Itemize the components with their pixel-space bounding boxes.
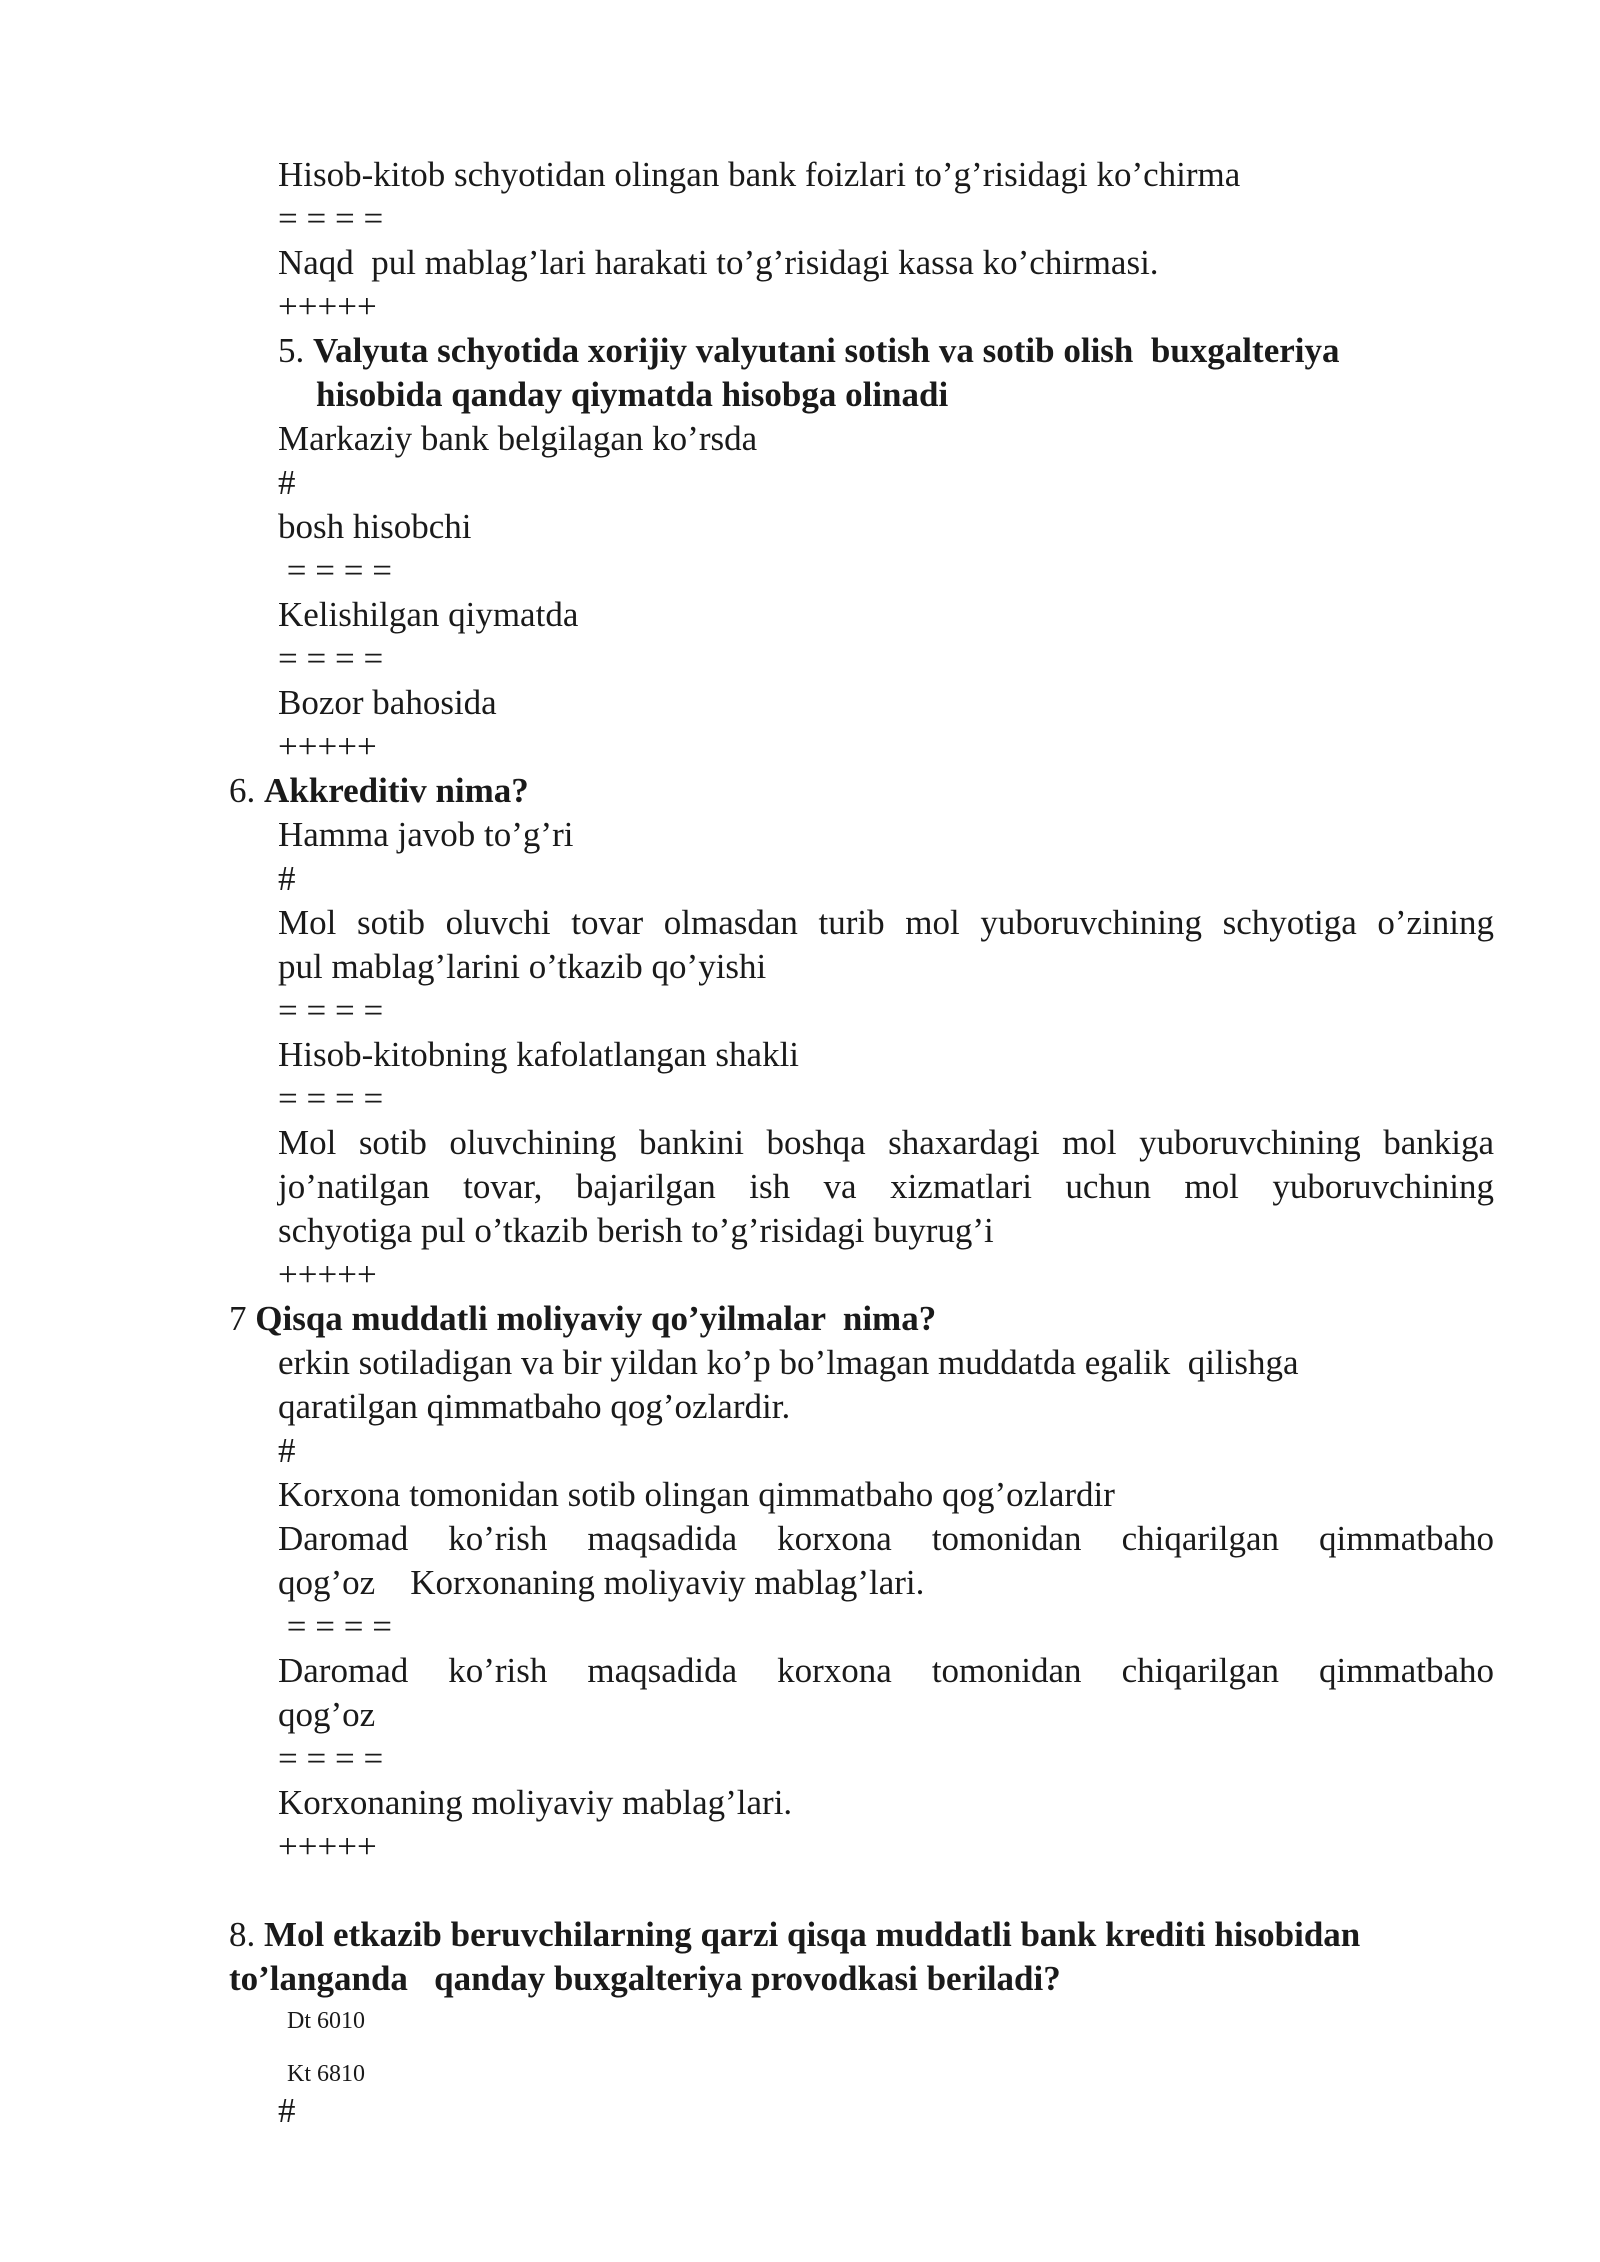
separator: = = = = [278, 1739, 384, 1778]
separator: = = = = [278, 639, 384, 678]
answer-option-cont: jo’natilgan tovar, bajarilgan ish va xizmatlari uchun mol yuboruvchining [278, 1167, 1494, 1206]
answer-option: Hamma javob to’g’ri [278, 815, 574, 854]
answer-marker: # [278, 1431, 296, 1470]
question-end-marker: +++++ [278, 1827, 377, 1866]
question-6 [229, 769, 529, 813]
answer-option: Naqd pul mablag’lari harakati to’g’risidagi kassa ko’chirmasi. [278, 243, 1159, 282]
answer-option: Mol sotib oluvchining bankini boshqa shaxardagi mol yuboruvchining bankiga [278, 1123, 1494, 1162]
question-7 [229, 1297, 936, 1341]
question-8 [229, 1913, 1360, 1957]
answer-option: Korxona tomonidan sotib olingan qimmatbaho qog’ozlardir [278, 1475, 1115, 1514]
question-number: 7 [229, 1299, 256, 1338]
question-text: Akkreditiv nima? [264, 771, 529, 810]
answer-option-debit: Dt 6010 [287, 2008, 365, 2034]
answer-option: bosh hisobchi [278, 507, 472, 546]
answer-option: Kelishilgan qiymatda [278, 595, 579, 634]
answer-marker: # [278, 463, 296, 502]
separator: = = = = [278, 1079, 384, 1118]
answer-option: Korxonaning moliyaviy mablag’lari. [278, 1783, 793, 1822]
answer-option: Mol sotib oluvchi tovar olmasdan turib mol yuboruvchining schyotiga o’zining [278, 903, 1494, 942]
answer-option: Hisob-kitob schyotidan olingan bank foizlari to’g’risidagi ko’chirma [278, 155, 1241, 194]
question-text: Qisqa muddatli moliyaviy qo’yilmalar nima? [255, 1299, 937, 1338]
answer-marker: # [278, 859, 296, 898]
answer-option-cont: qaratilgan qimmatbaho qog’ozlardir. [278, 1387, 791, 1426]
answer-option-cont: pul mablag’larini o’tkazib qo’yishi [278, 947, 767, 986]
answer-option: Daromad ko’rish maqsadida korxona tomonidan chiqarilgan qimmatbaho [278, 1519, 1494, 1558]
answer-option: erkin sotiladigan va bir yildan ko’p bo’lmagan muddatda egalik qilishga [278, 1343, 1299, 1382]
answer-option-cont: qog’oz [278, 1695, 376, 1734]
question-end-marker: +++++ [278, 287, 377, 326]
separator: = = = = [278, 199, 384, 238]
question-number: 5. [278, 331, 313, 370]
question-text-cont: to’langanda qanday buxgalteriya provodkasi beriladi? [229, 1959, 1061, 1998]
question-text: Valyuta schyotida xorijiy valyutani sotish va sotib olish buxgalteriya [313, 331, 1340, 370]
question-text: Mol etkazib beruvchilarning qarzi qisqa muddatli bank krediti hisobidan [264, 1915, 1361, 1954]
question-number: 6. [229, 771, 264, 810]
answer-option: Markaziy bank belgilagan ko’rsda [278, 419, 758, 458]
question-end-marker: +++++ [278, 727, 377, 766]
question-number: 8. [229, 1915, 264, 1954]
question-text-cont: hisobida qanday qiymatda hisobga olinadi [316, 375, 949, 414]
separator: = = = = [278, 991, 384, 1030]
question-5 [278, 329, 1339, 373]
answer-option: Hisob-kitobning kafolatlangan shakli [278, 1035, 800, 1074]
separator: = = = = [278, 1607, 392, 1646]
answer-option-cont: qog’oz Korxonaning moliyaviy mablag’lari. [278, 1563, 925, 1602]
separator: = = = = [278, 551, 392, 590]
question-end-marker: +++++ [278, 1255, 377, 1294]
answer-marker: # [278, 2091, 296, 2130]
answer-option-credit: Kt 6810 [287, 2061, 365, 2087]
answer-option-cont: schyotiga pul o’tkazib berish to’g’risidagi buyrug’i [278, 1211, 994, 1250]
answer-option: Daromad ko’rish maqsadida korxona tomonidan chiqarilgan qimmatbaho [278, 1651, 1494, 1690]
answer-option: Bozor bahosida [278, 683, 497, 722]
